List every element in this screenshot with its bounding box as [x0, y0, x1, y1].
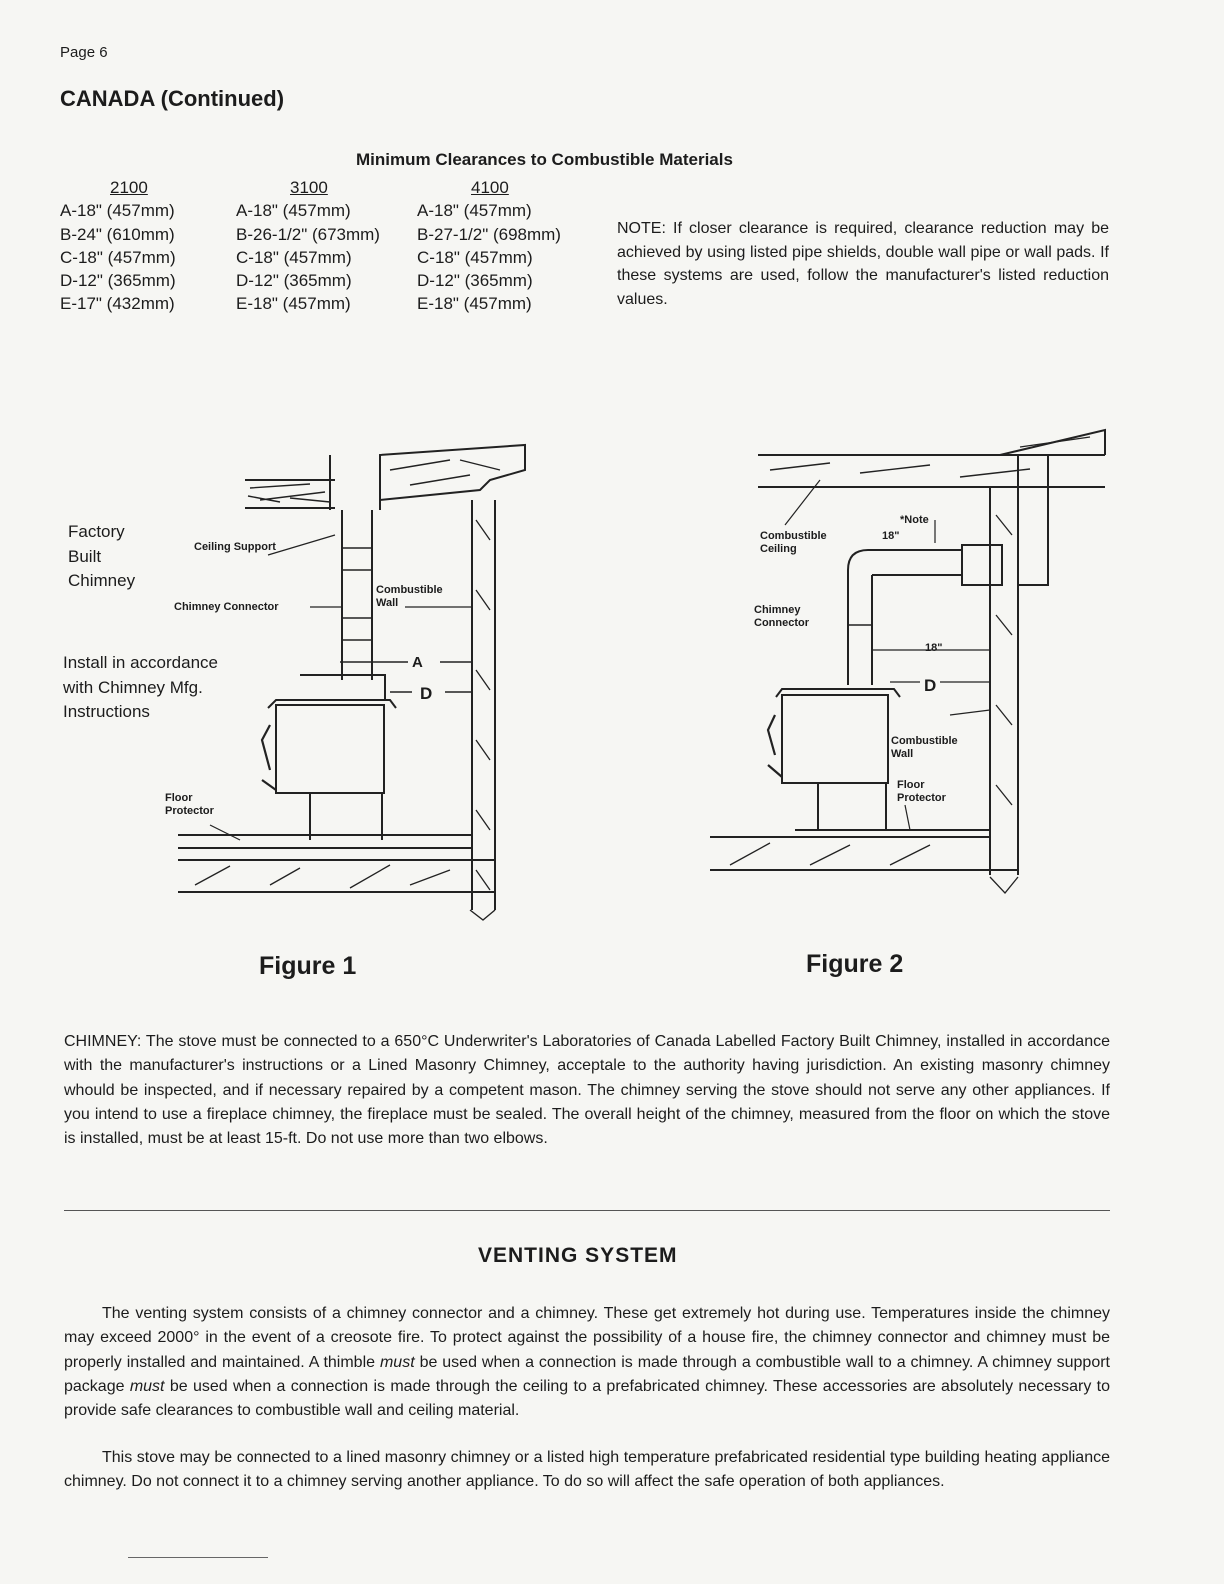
- column-header: 4100: [471, 178, 509, 197]
- clearance-row: A-18" (457mm): [417, 201, 532, 221]
- clearance-row: B-27-1/2" (698mm): [417, 224, 561, 244]
- figure1-caption: Figure 1: [259, 952, 357, 980]
- clearance-note: NOTE: If closer clearance is required, clearance reduction may be achieved by using listed pipe shields, double wall pipe or wall pads. If these systems are used, follow the manufacturer's listed reduction values.: [617, 220, 1109, 308]
- clearance-column-3100: [236, 176, 380, 316]
- emphasis-must: must: [129, 1377, 165, 1395]
- page-number: Page 6: [60, 44, 108, 61]
- figure1-diagram: [150, 440, 530, 935]
- stove-body: [276, 705, 384, 793]
- clearance-row: C-18" (457mm): [417, 247, 533, 267]
- clearance-d-label: D: [924, 676, 937, 695]
- clearance-row: E-17" (432mm): [60, 294, 175, 314]
- stove-body: [782, 695, 888, 783]
- clearance-a-label: A: [412, 654, 423, 671]
- bottom-rule: [128, 1557, 268, 1558]
- combustible-wall: [472, 500, 495, 910]
- figure2-diagram: [700, 425, 1110, 905]
- floor-protector-label: Floor Protector: [165, 792, 214, 817]
- clearances-title: Minimum Clearances to Combustible Materials: [356, 150, 733, 169]
- wall-thimble: [962, 545, 1002, 585]
- clearance-d-label: D: [420, 684, 433, 703]
- combustible-wall-label: Combustible Wall: [376, 584, 443, 609]
- chimney-connector-label: Chimney Connector: [754, 604, 809, 629]
- factory-built-chimney-label: Factory Built Chimney: [68, 522, 136, 590]
- section-divider: [64, 1210, 1110, 1211]
- install-instructions-label: Install in accordance with Chimney Mfg. Instructions: [63, 653, 218, 721]
- clearance-row: C-18" (457mm): [60, 247, 176, 267]
- venting-title: VENTING SYSTEM: [478, 1244, 678, 1267]
- dimension-18-top: 18": [882, 530, 900, 542]
- column-header: 3100: [290, 178, 328, 197]
- clearance-row: A-18" (457mm): [60, 201, 175, 221]
- chimney-connector-label: Chimney Connector: [174, 601, 279, 613]
- chimney-pipe: [342, 510, 372, 680]
- floor-protector: [178, 835, 472, 848]
- note-label: *Note: [900, 514, 929, 526]
- dimension-18-mid: 18": [925, 642, 943, 654]
- combustible-ceiling-label: Combustible Ceiling: [760, 530, 827, 555]
- venting-paragraph-2: This stove may be connected to a lined masonry chimney or a listed high temperature prefabricated residential type building heating appliance chimney. Do not connect it to a chimney serving another appliance. To do so will affect the safe operation of both appliances.: [64, 1449, 1110, 1491]
- floor-protector-label: Floor Protector: [897, 779, 946, 804]
- clearance-row: D-12" (365mm): [417, 271, 533, 291]
- ceiling-joist: [245, 480, 335, 508]
- clearance-column-2100: [60, 176, 176, 316]
- clearance-column-4100: [417, 176, 561, 316]
- figure2-caption: Figure 2: [806, 950, 904, 978]
- clearance-row: B-26-1/2" (673mm): [236, 224, 380, 244]
- column-header: 2100: [110, 178, 148, 197]
- clearance-row: A-18" (457mm): [236, 201, 351, 221]
- clearance-row: D-12" (365mm): [60, 271, 176, 291]
- chimney-paragraph: CHIMNEY: The stove must be connected to a 650°C Underwriter's Laboratories of Canada Labelled Factory Built Chimney, installed in accordance with the manufacturer's instructions or a Lined Masonry Chimney, acceptale to the authority having jurisdiction. An existing masonry chimney whould be inspected, and if necessary repaired by a competent mason. The chimney serving the stove should not serve any other appliances. If you intend to use a fireplace chimney, the fireplace must be sealed. The overall height of the chimney, measured from the floor on which the stove is installed, must be at least 15-ft. Do not use more than two elbows.: [64, 1033, 1110, 1148]
- emphasis-must: must: [379, 1353, 415, 1371]
- combustible-wall-label: Combustible Wall: [891, 735, 958, 760]
- venting-text: The venting system consists of a chimney connector and a chimney. These get extremely hot during use. Temperatures inside the chimney may exceed 2000° in the event of a creosote fire. To protect against the possibility of a house fire, the chimney connector and chimney must be properly installed and maintained. A thimble: [64, 1305, 1110, 1371]
- section-title: CANADA (Continued): [60, 86, 285, 111]
- clearance-row: D-12" (365mm): [236, 271, 352, 291]
- clearance-row: B-24" (610mm): [60, 224, 175, 244]
- clearance-row: E-18" (457mm): [417, 294, 532, 314]
- clearance-row: E-18" (457mm): [236, 294, 351, 314]
- chimney-connector: [848, 550, 962, 570]
- venting-text: be used when a connection is made through a combustible wall to a chimney. A chimney support package: [64, 1353, 1111, 1395]
- venting-text: be used when a connection is made through the ceiling to a prefabricated chimney. These accessories are absolutely necessary to provide safe clearances to combustible wall and ceiling material.: [64, 1377, 1111, 1420]
- clearance-row: C-18" (457mm): [236, 247, 352, 267]
- floor-joist: [178, 860, 495, 892]
- ceiling-joist: [758, 455, 1105, 487]
- ceiling-support-label: Ceiling Support: [194, 541, 276, 553]
- venting-paragraph-1: [64, 1302, 1110, 1423]
- roof-line: [380, 445, 525, 500]
